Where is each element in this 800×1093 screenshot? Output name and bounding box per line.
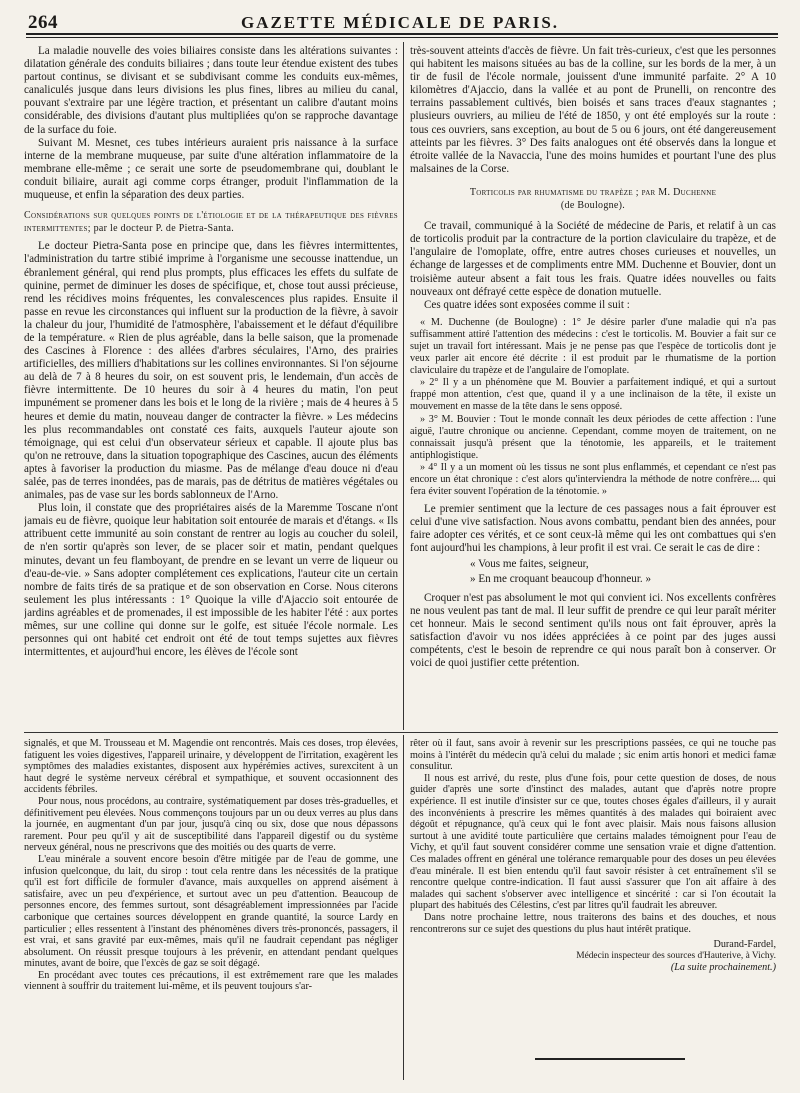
right-column — [410, 45, 776, 728]
section-heading-author: (de Boulogne). — [560, 200, 626, 212]
paragraph: En procédant avec toutes ces précautions, il est extrêmement rare que les malades viennent à souffrir du traitement lui-même, et ils peuvent toujours s'ar- — [24, 969, 398, 993]
author-signature: Durand-Fardel, — [713, 939, 776, 951]
section-heading-torticolis — [410, 186, 776, 212]
quote-paragraph: » 3° M. Bouvier : Tout le monde connaît les deux périodes de cette affection : l'une aiguë, l'autre chronique ou ancienne. Cependant, comme moyen de traitement, on ne connaissait jusqu'à présent que la ténotomie, les appareils, et le traitement antiphlogistique. — [410, 413, 776, 461]
paragraph: Croquer n'est pas absolument le mot qui convient ici. Nos excellents confrères ne nous veulent pas tant de mal. Il leur suffit de prendre ce qui leur paraît mériter cet honneur. Mais le second sentiment qu'ils nous ont fait éprouver, après la satisfaction d'avoir vu nos idées appréciées à ce point par des juges aussi compétents, c'est le besoin de reprendre ce qui nous paraît bon à conserver. Or voici de quoi justifier cette prétention. — [410, 591, 776, 670]
paragraph: Le premier sentiment que la lecture de ces passages nous a fait éprouver est celui d'une vive satisfaction. Nous avons combattu, pendant bien des années, pour faire adopter ces vérités, et ce sont ceux-là même qui les ont combattues qui s'en font aujourd'hui les champions, à leur profit il est vrai. Ce serait le cas de dire : — [410, 503, 776, 555]
quote-paragraph: » 2° Il y a un phénomène que M. Bouvier a parfaitement indiqué, et qui a surtout frappé mon attention, c'est que, quand il y a une inclinaison de la tête, il existe un mouvement en masse de la tête dans le sens opposé. — [410, 377, 776, 413]
header-rule — [26, 33, 778, 35]
journal-title: GAZETTE MÉDICALE DE PARIS. — [240, 13, 560, 32]
paragraph: La maladie nouvelle des voies biliaires consiste dans les altérations suivantes : dilatation générale des conduits biliaires ; dans toute leur étendue existent des tubes partout continus, se divisant et se subdivisant comme les conduits eux-mêmes, canaliculés jusque dans leurs divisions les plus fines, libres au milieu du canal, pouvant s'extraire par une légère traction, et présentant un calibre d'autant moins considérable, des divisions d'autant plus multipliées qu'on se rapproche davantage de la surface du foie. — [24, 45, 398, 136]
paragraph: Pour nous, nous procédons, au contraire, systématiquement par doses très-graduelles, et définitivement peu élevées. Nous commençons toujours par un ou deux verres au plus dans la journée, en augmentant d'un par jour, jusqu'à cinq ou six, dose que nous dépassons rarement. Pour peu qu'il y ait de susceptibilité dans l'appareil digestif ou du système nerveux général, nous ne prescrivons que des moitiés ou des quarts de verre. — [24, 795, 398, 854]
column-divider — [403, 735, 404, 1080]
section-heading-title: Torticolis par rhumatisme du trapèze ; par M. Duchenne — [469, 186, 717, 198]
continued-note: (La suite prochainement.) — [670, 962, 776, 974]
bottom-left-column — [24, 738, 398, 1078]
page-header — [22, 6, 778, 33]
verse-line: « Vous me faites, seigneur, — [470, 557, 589, 570]
end-rule — [535, 1058, 685, 1060]
paragraph: Ces quatre idées sont exposées comme il suit : — [424, 298, 630, 311]
block-quote — [410, 317, 776, 498]
section-heading-fevers — [24, 209, 398, 235]
column-divider — [403, 42, 404, 730]
header-rule-thin — [26, 37, 778, 38]
paragraph: Il nous est arrivé, du reste, plus d'une fois, pour cette question de doses, de nous guider d'après une sorte d'instinct des malades, autant que d'après notre propre expérience. Il est inutile d'insister sur ce que, toutes choses égales d'ailleurs, il y aurait des inconvénients à prescrire les mêmes quantités à des malades qui boiraient avec dégoût et répugnance, qu'à ceux qui le font avec plaisir. Mais nous faisons allusion surtout à une avidité toute particulière que certains malades témoignent pour l'eau de Vichy, et qu'il faut souvent considérer comme une sensation vraie et digne d'attention. Ces malades offrent en général une tolérance remarquable pour des doses un peu élevées d'eau minérale. Il est bien entendu qu'il faut savoir résister à cet entraînement s'il se rencontre quelque contre-indication. Il faut aussi s'assurer que l'on ait affaire à des malades qui sachent s'observer avec intelligence et sincérité : car si l'on écoutait la plupart des habitués des Célestins, c'est par litres qu'il faudrait les abreuver. — [410, 772, 776, 912]
bottom-right-column — [410, 738, 776, 1078]
verse-line: » En me croquant beaucoup d'honneur. » — [470, 572, 651, 585]
section-heading-title: Considérations sur quelques points de l'étiologie et de la thérapeutique des fièvres intermittentes; — [24, 210, 398, 235]
page-number: 264 — [28, 12, 58, 33]
author-role: Médecin inspecteur des sources d'Hauterive, à Vichy. — [576, 950, 776, 961]
paragraph: Le docteur Pietra-Santa pose en principe que, dans les fièvres intermittentes, l'administration du tartre stibié imprime à l'organisme une secousse inattendue, un ébranlement général, qui rend plus prompts, plus efficaces les effets du sulfate de quinine, permet de diminuer les doses de spécifique, et, chose tout aussi précieuse, rend les récidives moins fréquentes, les convalescences plus rapides. Ensuite il passe en revue les circonstances qui influent sur la production de la fièvre, à savoir la chaleur du jour, l'humidité de l'atmosphère, l'abaissement et le défaut d'équilibre de la température. « Rien de plus agréable, dans la belle saison, que la promenade des Cascines à Florence : des allées d'arbres séculaires, l'Arno, des prairies artificielles, des milliers d'habitations sur les collines environnantes. Si l'on séjourne au delà de 7 à 8 heures du soir, on est souvent pris, le lendemain, d'un accès de fièvre intermittente. De 10 heures du soir à 4 heures du matin, l'on peut impunément se promener dans les bois et le long de la rivière ; mais de 4 heures à 5 heures et demie du matin, nouveau danger de contracter la fièvre. » Les médecins les plus recommandables ont constaté ces faits, auxquels l'auteur ajoute son témoignage, qui est celui d'un observateur sérieux et capable. Il ajoute plus bas qu'on ne retrouve, dans la situation topographique des Cascines, aucun des éléments aptes à favoriser la production du miasme. Pas de mélange d'eau douce ni d'eau salée, pas de terres inondées, pas de marais, pas de détritus de matières végétales ou animales, pas de vase sur les bords sablonneux de l'Arno. — [24, 240, 398, 502]
quote-paragraph: « M. Duchenne (de Boulogne) : 1° Je désire parler d'une maladie qui n'a pas suffisamment attiré l'attention des médecins : c'est le torticolis. M. Bouvier a fait sur ce sujet un travail fort intéressant. Mais je ne pense pas que l'espèce de torticolis dont je veux parler ait encore été décrite : il est produit par le rhumatisme de la portion claviculaire du trapèze et de l'angulaire de l'omoplate. — [410, 316, 776, 377]
paragraph: signalés, et que M. Trousseau et M. Magendie ont rencontrés. Mais ces doses, trop élevées, fatiguent les voies digestives, l'appareil urinaire, y développent de l'irritation, exagèrent les symptômes des maladies existantes, disposent aux hypérémies actives, surexcitent à un haut degré le système nerveux cérébral et sympathique, et souvent occasionnent des accidents fébriles. — [24, 738, 398, 796]
paragraph: L'eau minérale a souvent encore besoin d'être mitigée par de l'eau de gomme, une infusion quelconque, du lait, du sirop : tout cela rentre dans les nécessités de la pratique qu'il est fort difficile de formuler d'avance, mais auxquelles on apprend aisément à satisfaire, avec un peu d'expérience, et surtout avec un peu d'attention. Beaucoup de personnes encore, des femmes surtout, sont désagréablement impressionnées par l'acide carbonique que certaines sources développent en grande quantité, la source Lardy en particulier ; elles ressentent à l'instant des phénomènes divers très-prononcés, passagers, il est vrai, et sans gravité par eux-mêmes, mais qu'il ne faudrait cependant pas négliger absolument. On réussit presque toujours à les prévenir, en attendant pendant quelques minutes, avant de boire, que l'excès de gaz se soit dégagé. — [24, 853, 398, 970]
section-heading-author: par le docteur P. de Pietra-Santa. — [93, 223, 235, 235]
paragraph: Ce travail, communiqué à la Société de médecine de Paris, et relatif à un cas de torticolis produit par la contracture de la portion claviculaire du trapèze, et de l'angulaire de l'omoplate, offre, entre autres choses curieuses et nouvelles, un échange de largesses et de compliments entre MM. Duchenne et Bouvier, dont un troisième auteur absent a fait tous les frais. Quatre idées nouvelles ou faits nouveaux ont défrayé cette espèce de donation mutuelle. — [410, 220, 776, 298]
paragraph: rêter où il faut, sans avoir à revenir sur les prescriptions passées, ce qui ne touche pas moins à l'intérêt du médecin qu'à celui du malade ; sic enim artis honori et medici famæ consulitur. — [410, 738, 776, 773]
paragraph: très-souvent atteints d'accès de fièvre. Un fait très-curieux, c'est que les personnes qui habitent les maisons situées au bas de la colline, sur les bords de la mer, à un tir de fusil de l'école normale, jouissent d'une immunité parfaite. 2° A 10 kilomètres d'Ajaccio, dans la vallée et au pont de Prunelli, on rencontre des terrains passablement cultivés, bien boisés et sans traces d'eaux stagnantes ; plusieurs ouvriers, au milieu de l'été de 1850, y ont été employés sur la route : tous ces ouvriers, sans exception, au bout de 5 ou 6 jours, ont été dangereusement atteints par les fièvres. 3° Des faits analogues ont été observés dans la longue et étroite vallée de la Navaccia, l'une des moins humides et pourtant l'une des plus malsaines de la Corse. — [410, 45, 776, 175]
paragraph: Plus loin, il constate que des propriétaires aisés de la Maremme Toscane n'ont jamais eu de fièvre, quoique leur habitation soit entourée de marais et d'étangs. « Ils attribuent cette immunité au soin constant de rentrer au logis au coucher du soleil, de n'en sortir qu'après son lever, de se placer soir et matin, pendant quelques minutes, devant un feu flamboyant, de prendre en se levant un verre de liqueur ou d'eau-de-vie. » Sans adopter complétement ces explications, l'auteur cite un certain nombre de faits tirés de sa pratique et de son observation en Corse. Nous citerons seulement les plus intéressants : 1° Quoique la ville d'Ajaccio soit entourée de jardins agréables et de promenades, il est impossible de les habiter l'été : aux portes mêmes, sur une colline qui donne sur le golfe, est située l'école normale. Les personnes qui ont habité cet endroit ont été de tout temps sujettes aux fièvres intermittentes, et aujourd'hui encore, les élèves de l'école sont — [24, 502, 398, 659]
left-column — [24, 45, 398, 728]
section-divider — [24, 732, 778, 733]
paragraph: Dans notre prochaine lettre, nous traiterons des bains et des douches, et nous rencontrerons sur ce sujet des questions du plus haut intérêt pratique. — [410, 911, 776, 935]
paragraph: Suivant M. Mesnet, ces tubes intérieurs auraient pris naissance à la surface interne de la membrane muqueuse, par suite d'une altération inflammatoire de la membrane elle-même ; ce serait une sorte de pseudomembrane qui, doublant le conduit biliaire, aurait agi comme corps étranger, produit l'inflammation de la muqueuse, et enfin la séparation des deux parties. — [24, 136, 398, 202]
quote-paragraph: » 4° Il y a un moment où les tissus ne sont plus enflammés, et cependant ce n'est pas encore un état chronique : c'est alors qu'interviendra la méthode de notre confrère.... qui fera éviter souvent l'opération de la ténotomie. » — [410, 461, 776, 498]
